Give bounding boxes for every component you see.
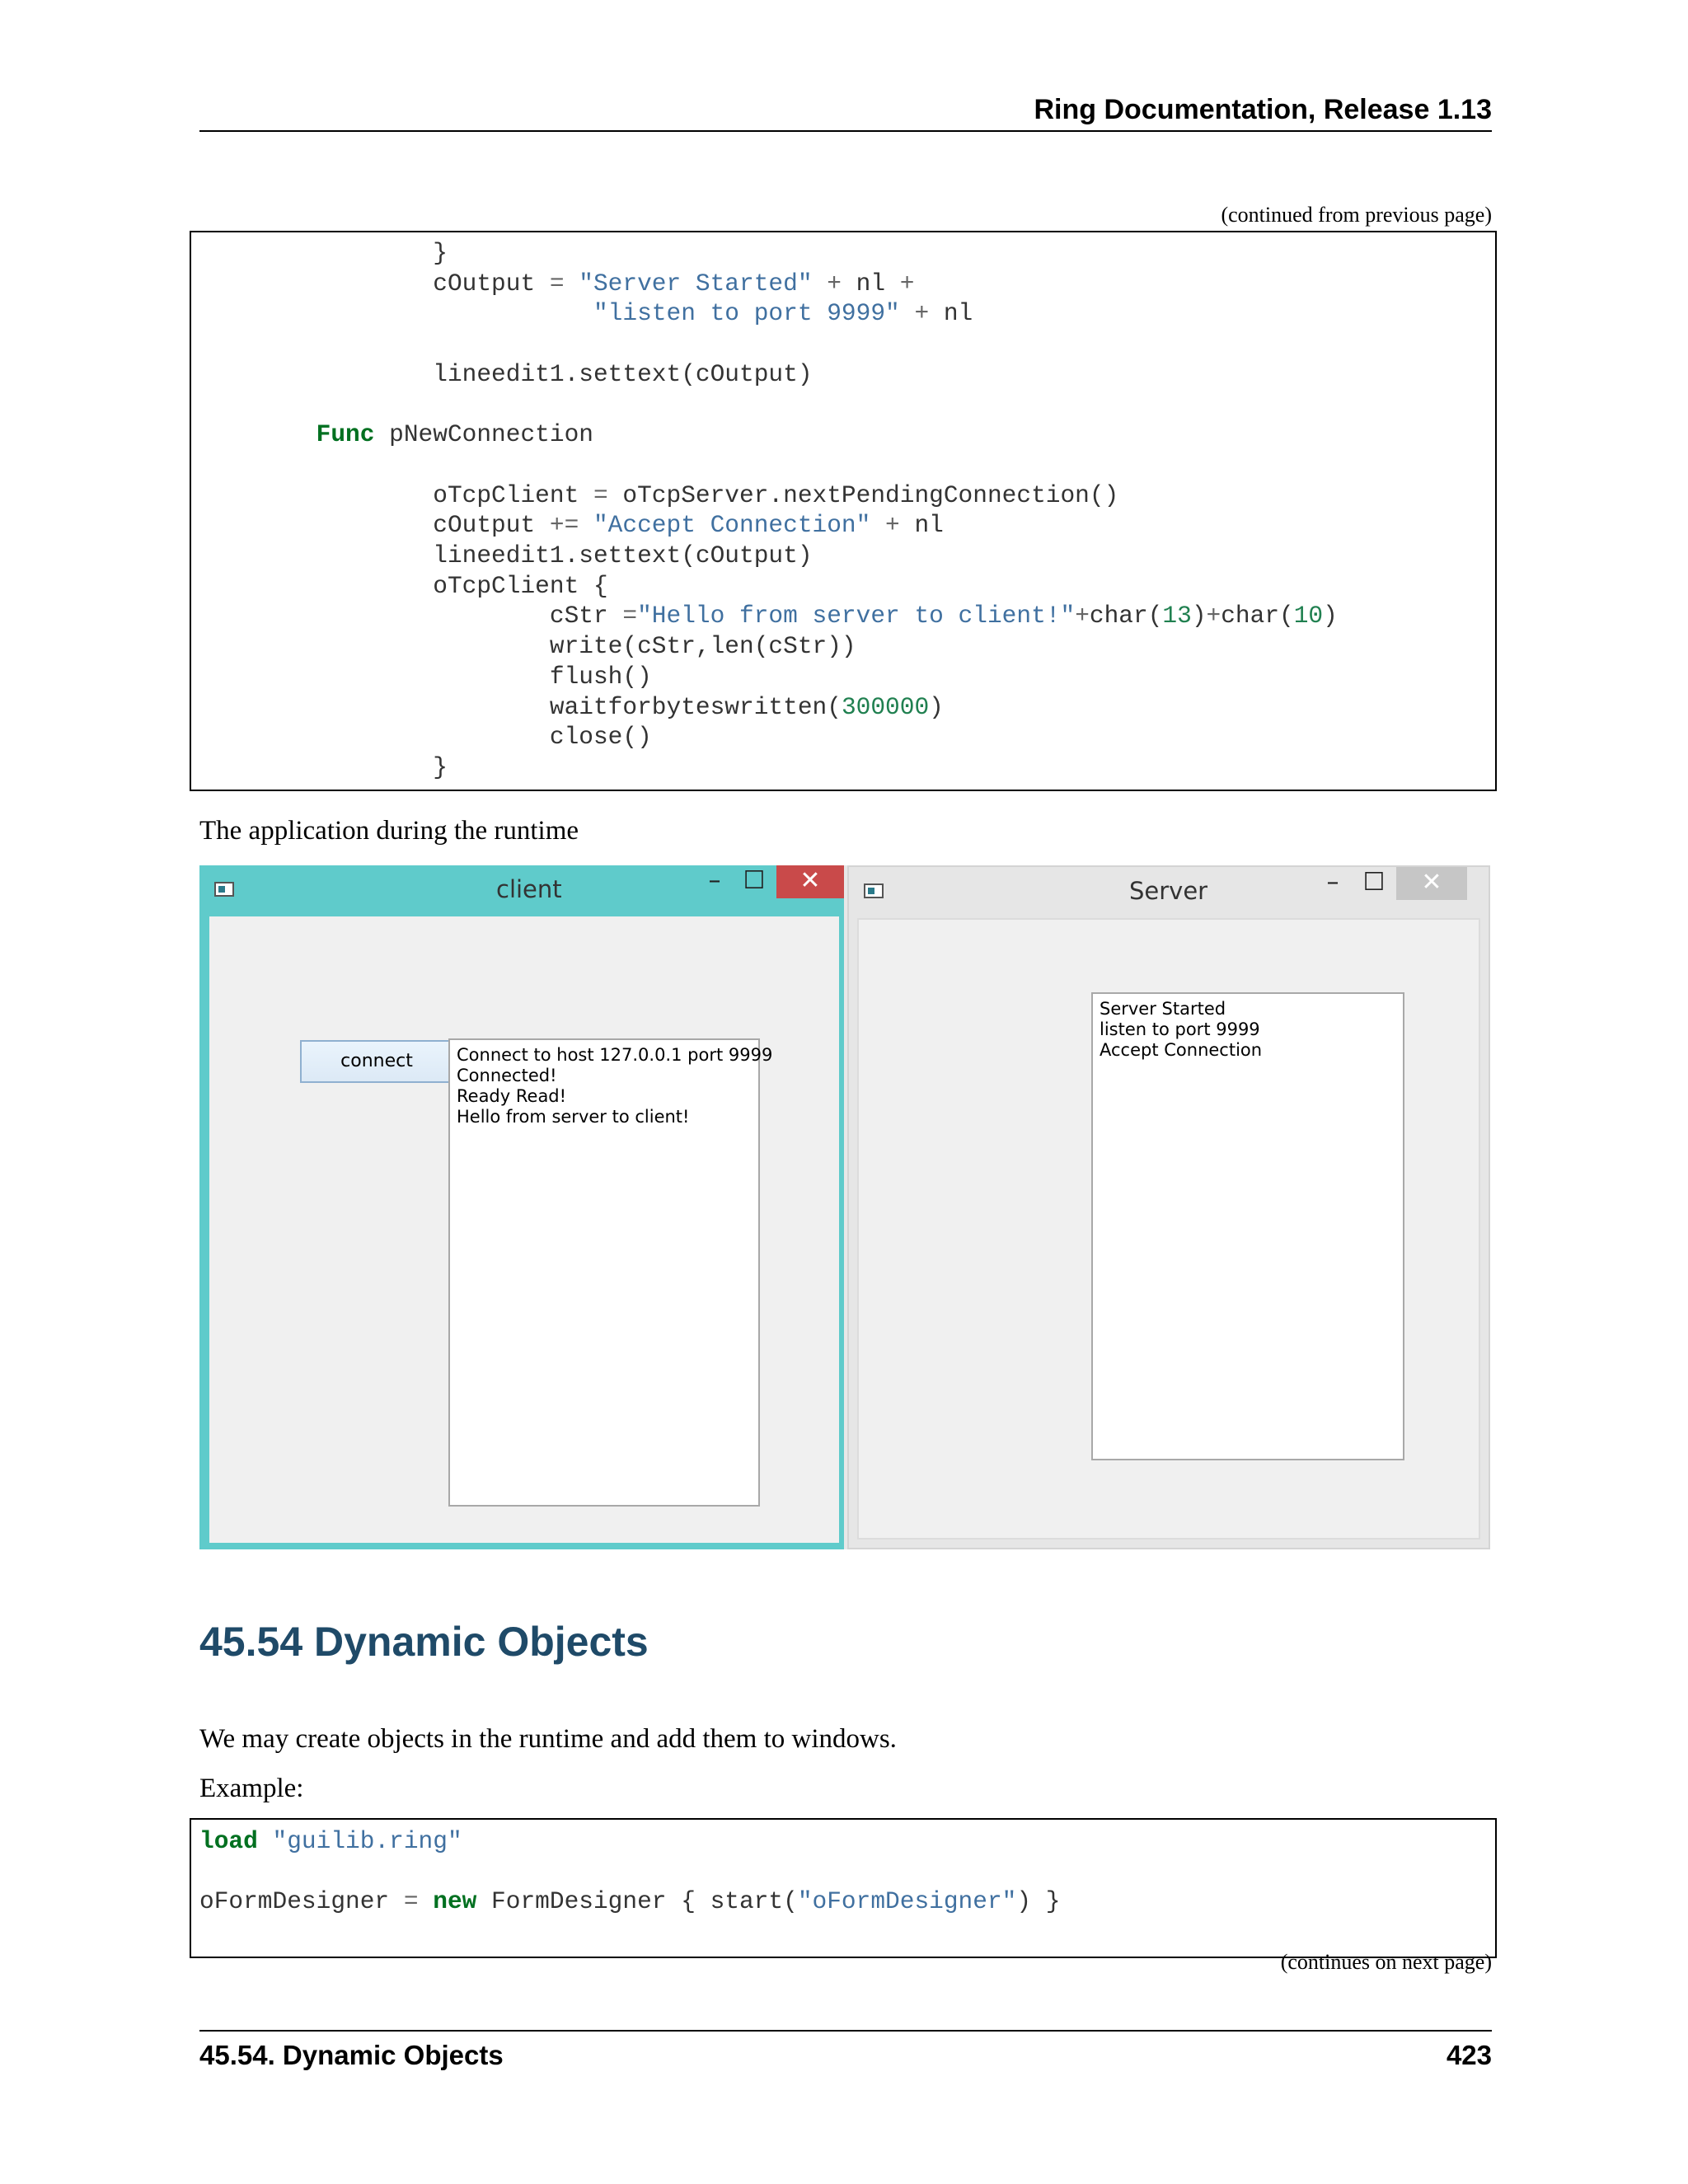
maximize-icon[interactable]: ☐ xyxy=(743,866,766,895)
code-line: load "guilib.ring" xyxy=(199,1827,462,1855)
client-titlebar[interactable] xyxy=(199,865,844,916)
client-title: client xyxy=(496,875,562,903)
code-line: lineedit1.settext(cOutput) xyxy=(199,359,813,388)
continued-from-previous-note: (continued from previous page) xyxy=(1221,203,1492,227)
header-title: Ring Documentation, Release 1.13 xyxy=(1034,94,1492,125)
code-block-server xyxy=(190,231,1497,791)
continues-on-next-note: (continues on next page) xyxy=(1280,1950,1492,1974)
code-lines xyxy=(191,1826,1495,1917)
running-footer xyxy=(199,2030,1492,2079)
server-title: Server xyxy=(1129,877,1208,905)
close-icon[interactable]: ✕ xyxy=(776,865,844,898)
server-output-textedit[interactable]: Server Started listen to port 9999 Accept Connection xyxy=(1091,992,1404,1460)
app-window-icon xyxy=(864,883,884,898)
close-icon[interactable]: ✕ xyxy=(1396,867,1467,900)
server-titlebar[interactable] xyxy=(849,867,1489,918)
page-number: 423 xyxy=(1446,2040,1492,2070)
code-line: } xyxy=(199,239,448,267)
runtime-caption: The application during the runtime xyxy=(199,816,579,846)
code-line: "listen to port 9999" + nl xyxy=(593,299,973,328)
code-line: close() xyxy=(199,723,652,752)
server-window xyxy=(847,865,1490,1549)
footer-section: 45.54. Dynamic Objects xyxy=(199,2040,504,2070)
running-header xyxy=(199,89,1492,132)
code-line: oTcpClient { xyxy=(199,571,608,600)
code-line: oTcpClient = oTcpServer.nextPendingConnection() xyxy=(199,480,1119,509)
server-form-area xyxy=(857,918,1480,1540)
code-line: cStr ="Hello from server to client!"+char(13)+char(10) xyxy=(199,602,1338,630)
example-label: Example: xyxy=(199,1774,304,1803)
section-paragraph: We may create objects in the runtime and add them to windows. xyxy=(199,1724,897,1754)
code-line: Func pNewConnection xyxy=(316,420,593,449)
code-line: } xyxy=(199,752,448,781)
app-window-icon xyxy=(214,882,234,897)
code-line: cOutput += "Accept Connection" + nl xyxy=(199,511,944,540)
minimize-icon[interactable]: – xyxy=(708,866,721,895)
maximize-icon[interactable]: ☐ xyxy=(1362,868,1386,897)
minimize-icon[interactable]: – xyxy=(1326,868,1339,897)
runtime-screenshot xyxy=(199,865,1490,1549)
code-line: oFormDesigner = new FormDesigner { start("oFormDesigner") } xyxy=(199,1887,1061,1916)
code-block-example xyxy=(190,1818,1497,1958)
code-line: cOutput = "Server Started" + nl + xyxy=(199,269,915,298)
code-line: lineedit1.settext(cOutput) xyxy=(199,541,813,570)
client-form-area xyxy=(209,916,839,1543)
client-output-textedit[interactable]: Connect to host 127.0.0.1 port 9999 Connected! Ready Read! Hello from server to client! xyxy=(448,1038,760,1507)
section-title: 45.54 Dynamic Objects xyxy=(199,1619,649,1665)
client-window xyxy=(199,865,844,1549)
code-lines xyxy=(191,238,1495,783)
connect-button[interactable]: connect xyxy=(300,1040,453,1083)
code-line: write(cStr,len(cStr)) xyxy=(199,632,856,661)
code-line: waitforbyteswritten(300000) xyxy=(199,692,944,721)
code-line: flush() xyxy=(199,662,652,691)
